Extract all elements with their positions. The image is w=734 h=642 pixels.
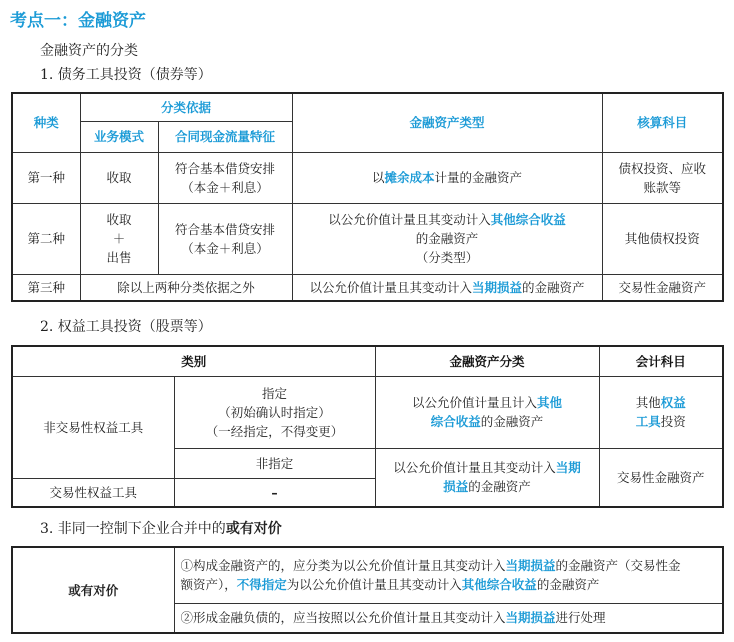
cash-cell: 符合基本借贷安排 （本金＋利息）	[158, 203, 292, 274]
section3-heading: 3. 非同一控制下企业合并中的或有对价	[40, 521, 282, 537]
header-category: 类别	[12, 346, 375, 376]
header-kind: 种类	[12, 93, 80, 152]
header-account: 核算科目	[602, 93, 723, 152]
table-row	[12, 274, 723, 301]
type-cell: 以公允价值计量且其变动计入当期损益的金融资产	[292, 274, 602, 301]
designation-cell: –	[174, 478, 375, 507]
type-cell: 以公允价值计量且其变动计入其他综合收益 的金融资产 （分类型）	[292, 203, 602, 274]
type-cell: 以摊余成本计量的金融资产	[292, 152, 602, 203]
account-cell: 债权投资、应收 账款等	[602, 152, 723, 203]
category-cell: 非交易性权益工具	[12, 376, 174, 478]
header-cash-flow: 合同现金流量特征	[158, 121, 292, 152]
kind-cell: 第二种	[12, 203, 80, 274]
cash-cell: 符合基本借贷安排 （本金＋利息）	[158, 152, 292, 203]
table-row	[12, 203, 723, 274]
account-cell: 其他权益 工具投资	[599, 376, 723, 448]
designation-cell: 指定 （初始确认时指定） （一经指定，不得变更）	[174, 376, 375, 448]
account-cell: 交易性金融资产	[602, 274, 723, 301]
header-business-model: 业务模式	[80, 121, 158, 152]
page-title: 考点一：金融资产	[10, 11, 146, 31]
category-cell: 交易性权益工具	[12, 478, 174, 507]
type-cell: 以公允价值计量且计入其他 综合收益的金融资产	[375, 376, 599, 448]
section1-heading: 1. 债务工具投资（债券等）	[40, 67, 212, 83]
rule-cell: ②形成金融负债的，应当按照以公允价值计量且其变动计入当期损益进行处理	[174, 603, 723, 633]
kind-cell: 第一种	[12, 152, 80, 203]
rule-cell: ①构成金融资产的，应分类为以公允价值计量且其变动计入当期损益的金融资产（交易性金 额资产），不得指定为以公允价值计量且其变动计入其他综合收益的金融资产	[174, 547, 723, 603]
model-cell: 收取	[80, 152, 158, 203]
contingent-consideration-table	[11, 546, 724, 634]
intro-text: 金融资产的分类	[40, 43, 138, 59]
label-cell: 或有对价	[12, 547, 174, 633]
designation-cell: 非指定	[174, 448, 375, 478]
table-row	[12, 547, 723, 603]
table-row	[12, 376, 723, 448]
equity-instrument-table	[11, 345, 724, 508]
account-cell: 其他债权投资	[602, 203, 723, 274]
header-basis: 分类依据	[80, 93, 292, 121]
type-cell: 以公允价值计量且其变动计入当期 损益的金融资产	[375, 448, 599, 507]
header-asset-class: 金融资产分类	[375, 346, 599, 376]
kind-cell: 第三种	[12, 274, 80, 301]
header-account: 会计科目	[599, 346, 723, 376]
model-cell: 收取 ＋ 出售	[80, 203, 158, 274]
header-asset-type: 金融资产类型	[292, 93, 602, 152]
section2-heading: 2. 权益工具投资（股票等）	[40, 319, 212, 335]
account-cell: 交易性金融资产	[599, 448, 723, 507]
basis-merged-cell: 除以上两种分类依据之外	[80, 274, 292, 301]
debt-instrument-table	[11, 92, 724, 302]
table-row	[12, 152, 723, 203]
